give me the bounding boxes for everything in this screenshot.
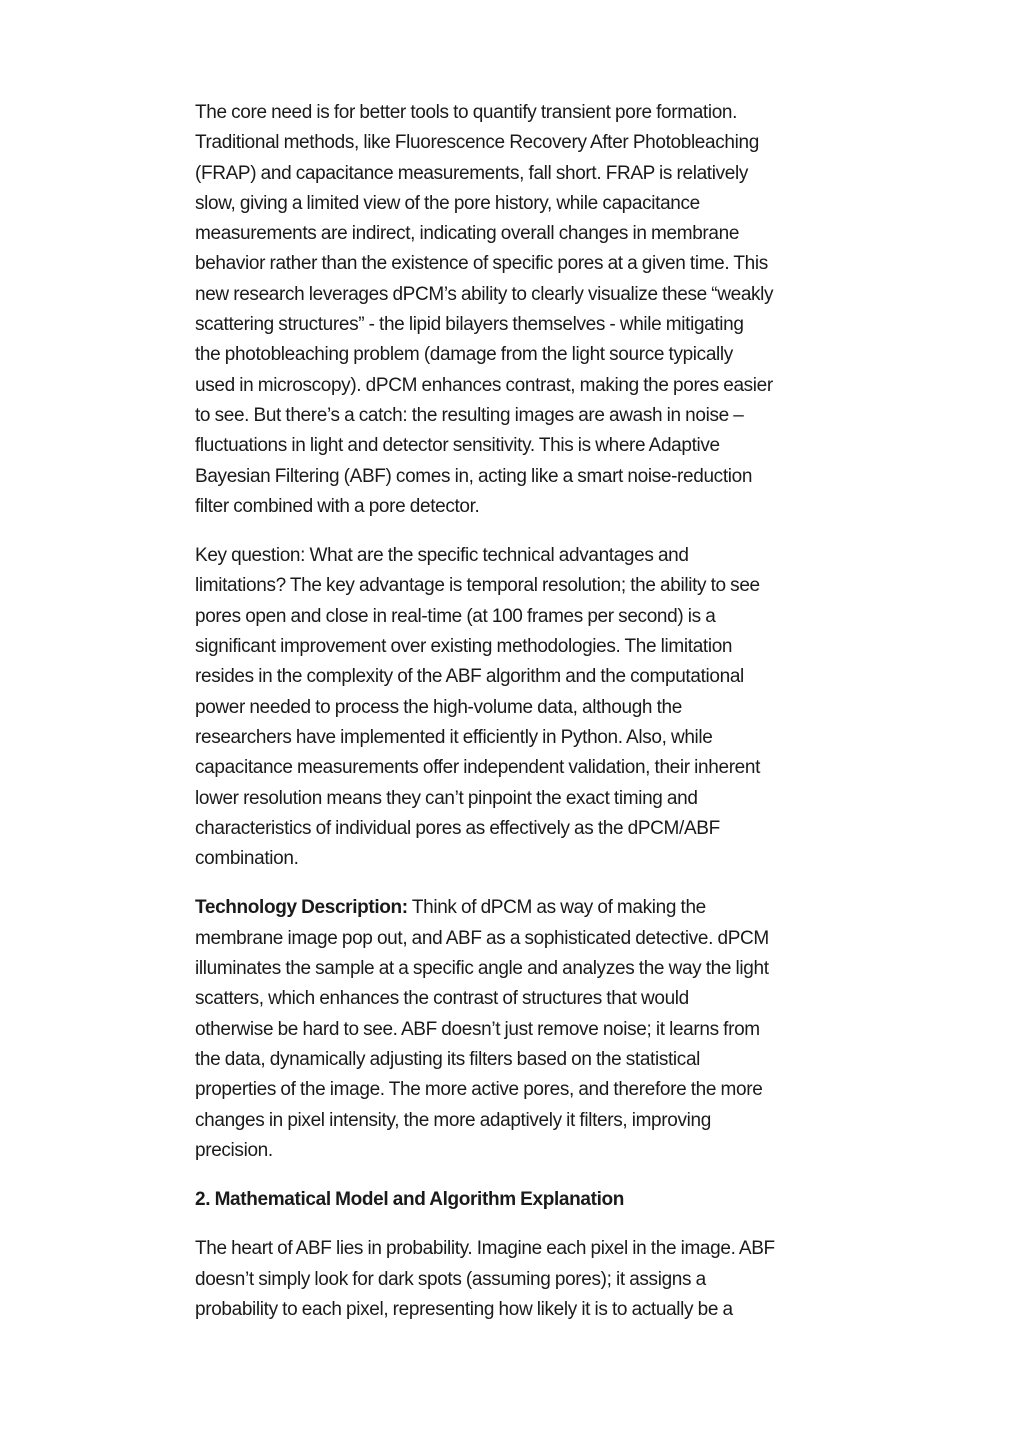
text-line: limitations? The key advantage is temporal resolution; the ability to see	[195, 575, 760, 597]
text-line: filter combined with a pore detector.	[195, 495, 480, 517]
text-line: illuminates the sample at a specific angle and analyzes the way the light	[195, 958, 769, 980]
text-line: researchers have implemented it efficiently in Python. Also, while	[195, 726, 713, 748]
text-line: probability to each pixel, representing how likely it is to actually be a	[195, 1298, 733, 1320]
text-line: fluctuations in light and detector sensitivity. This is where Adaptive	[195, 435, 720, 457]
text-line: scatters, which enhances the contrast of structures that would	[195, 988, 689, 1010]
text-line: characteristics of individual pores as effectively as the dPCM/ABF	[195, 817, 720, 839]
text-line: the data, dynamically adjusting its filters based on the statistical	[195, 1048, 701, 1070]
paragraph-pore-formation	[195, 98, 835, 522]
text-line: measurements are indirect, indicating overall changes in membrane	[195, 223, 740, 245]
text-line: properties of the image. The more active pores, and therefore the more	[195, 1079, 763, 1101]
text-line	[195, 893, 835, 923]
text-line: Traditional methods, like Fluorescence Recovery After Photobleaching	[195, 132, 759, 154]
paragraph-abf-probability	[195, 1234, 835, 1325]
text-line: Bayesian Filtering (ABF) comes in, acting like a smart noise-reduction	[195, 465, 753, 487]
text-line: lower resolution means they can’t pinpoint the exact timing and	[195, 787, 698, 809]
text-line: membrane image pop out, and ABF as a sophisticated detective. dPCM	[195, 927, 769, 949]
text-line: new research leverages dPCM’s ability to clearly visualize these “weakly	[195, 283, 774, 305]
text-line: The heart of ABF lies in probability. Imagine each pixel in the image. ABF	[195, 1238, 775, 1260]
paragraph-key-question	[195, 541, 835, 874]
text-line: the photobleaching problem (damage from the light source typically	[195, 344, 733, 366]
text-line: precision.	[195, 1139, 273, 1161]
section-heading: 2. Mathematical Model and Algorithm Explanation	[195, 1189, 625, 1211]
text-line: power needed to process the high-volume data, although the	[195, 696, 682, 718]
paragraph-technology-description	[195, 893, 835, 1166]
text-line: used in microscopy). dPCM enhances contrast, making the pores easier	[195, 374, 773, 396]
text-line: behavior rather than the existence of specific pores at a given time. This	[195, 253, 768, 275]
text-line: combination.	[195, 848, 299, 870]
text-line: slow, giving a limited view of the pore history, while capacitance	[195, 192, 700, 214]
text-line: pores open and close in real-time (at 100 frames per second) is a	[195, 605, 716, 627]
text-line: to see. But there’s a catch: the resulting images are awash in noise –	[195, 404, 744, 426]
text-line: The core need is for better tools to quantify transient pore formation.	[195, 102, 738, 123]
text-fragment: Think of dPCM as way of making the	[407, 897, 706, 919]
text-line: changes in pixel intensity, the more adaptively it filters, improving	[195, 1109, 711, 1131]
text-line: significant improvement over existing methodologies. The limitation	[195, 636, 733, 658]
text-line: capacitance measurements offer independent validation, their inherent	[195, 757, 761, 779]
text-line: otherwise be hard to see. ABF doesn’t just remove noise; it learns from	[195, 1018, 760, 1040]
text-line: doesn’t simply look for dark spots (assuming pores); it assigns a	[195, 1268, 706, 1290]
technology-description-label: Technology Description:	[195, 897, 408, 919]
document-page	[195, 98, 835, 1344]
text-line: (FRAP) and capacitance measurements, fall short. FRAP is relatively	[195, 162, 748, 184]
text-line: resides in the complexity of the ABF algorithm and the computational	[195, 666, 744, 688]
text-line: scattering structures” - the lipid bilayers themselves - while mitigating	[195, 314, 744, 336]
text-line: Key question: What are the specific technical advantages and	[195, 545, 689, 567]
